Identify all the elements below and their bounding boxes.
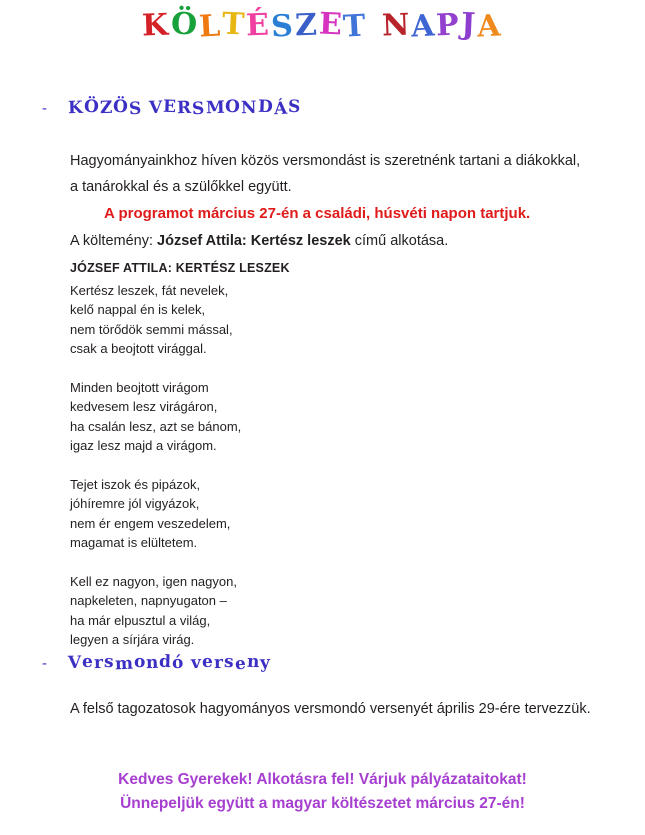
heading-letter: r [93,652,105,674]
page-title [0,0,645,45]
poem-block [70,259,290,650]
heading-letter: e [81,651,95,673]
poem-reference-suffix: című alkotása. [350,233,449,249]
intro-line-1: Hagyományainkhoz híven közös versmondást is szeretnénk tartani a diákokkal, [70,153,581,169]
title-letter: A [410,8,438,45]
poem-line: nem ér engem veszedelem, [70,515,231,531]
poem-line: napkeleten, napnyugaton – [70,593,227,608]
section-heading-label [68,98,301,118]
title-letter: J [460,6,479,43]
heading-letter: V [67,652,83,674]
intro-line-2: a tanárokkal és a szülőkkel együtt. [70,179,292,195]
title-letter: T [342,8,369,45]
heading-letter: v [191,652,203,674]
poem-title: JÓZSEF ATTILA: KERTÉSZ LESZEK [70,261,290,275]
bullet-dash: - [42,100,47,117]
poem-line: kedvesem lesz virágáron, [70,399,218,414]
poem-stanzas [70,281,290,650]
title-letter: Z [294,7,320,44]
poem-line: nem törődök semmi mással, [70,321,233,337]
section-heading-kozos-versmondas [0,98,301,118]
poem-reference [70,228,608,254]
title-letter: N [381,7,412,44]
section-heading-versmondo-verseny [0,653,271,673]
title-letter: S [270,8,296,45]
heading-letter: y [259,652,272,674]
heading-letter: e [202,651,215,673]
heading-letter: ó [171,652,185,674]
heading-letter: O [225,96,242,118]
section-heading-label [68,653,271,673]
heading-letter: K [67,97,85,119]
contest-paragraph: A felső tagozatosok hagyományos versmondó versenyét április 29-ére tervezzük. [70,701,591,717]
poem-reference-prefix: A költemény: [70,233,158,249]
poem-line: Kertész leszek, fát nevelek, [70,282,229,298]
poem-stanza [70,572,290,650]
heading-letter: o [133,651,147,673]
heading-letter: Á [273,98,289,120]
heading-letter: n [145,652,160,674]
closing-callout [0,768,645,816]
poem-stanza [70,475,290,553]
poem-line: legyen a sírjára virág. [70,632,195,647]
heading-letter: Ö [112,96,130,118]
poem-line: igaz lesz majd a virágom. [70,438,217,453]
poem-line: magamat is elültetem. [70,535,198,550]
poem-reference-title: József Attila: Kertész leszek [157,233,351,249]
poem-line: ha már elpusztul a világ, [70,612,211,628]
poem-line: csak a beojtott virággal. [70,341,207,356]
heading-letter: V [148,97,164,119]
heading-letter: m [114,653,135,675]
heading-letter: n [246,651,261,673]
heading-letter: s [103,651,115,673]
heading-letter: S [191,98,207,120]
heading-letter: M [205,97,226,119]
heading-letter: d [158,651,173,673]
heading-letter: E [162,96,178,118]
heading-letter: Ö [83,96,100,118]
title-letter: K [141,7,172,44]
title-letter: Ö [169,6,200,43]
contest-paragraph-block [70,696,608,722]
heading-letter: r [213,652,225,674]
closing-line-1: Kedves Gyerekek! Alkotásra fel! Várjuk pályázataitokat! [118,771,527,788]
title-letter: P [435,7,462,44]
title-letter: A [476,8,504,45]
poem-stanza [70,281,290,359]
poem-line: jóhíremre jól vigyázok, [70,496,200,511]
heading-letter: R [176,97,193,119]
poem-line: Minden beojtott virágom [70,379,209,395]
closing-line-2: Ünnepeljük együtt a magyar költészetet március 27-én! [120,795,525,812]
poem-stanza [70,378,290,456]
poem-line: kelő nappal én is kelek, [70,302,206,317]
heading-letter: Z [99,97,114,119]
heading-letter: S [287,96,302,118]
title-letter: T [221,6,247,43]
bullet-dash: - [42,655,47,672]
poem-line: ha csalán lesz, azt se bánom, [70,418,242,434]
poem-line: Tejet iszok és pipázok, [70,476,201,492]
title-letter: E [317,6,345,43]
program-date-highlight: A programot március 27-én a családi, húsvéti napon tartjuk. [104,205,531,222]
poem-line: Kell ez nagyon, igen nagyon, [70,573,237,589]
title-letter: É [245,7,272,44]
heading-letter: D [257,96,274,118]
heading-letter: S [128,98,143,120]
heading-letter: e [234,653,248,675]
heading-letter: N [241,97,259,119]
title-letter: L [197,8,223,45]
heading-letter: s [223,651,236,673]
intro-paragraph-block [70,148,608,254]
